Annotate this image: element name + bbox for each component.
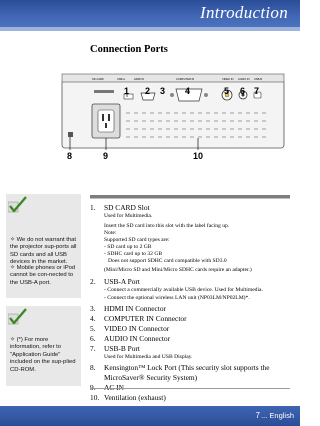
page-footer [0, 406, 300, 426]
port-label-4: VIDEO IN [222, 78, 234, 81]
port-label-1: USB-A [117, 78, 125, 81]
list-item-7 [90, 344, 290, 354]
item-4-title: COMPUTER IN Connector [104, 314, 187, 323]
callout-1: 1 [124, 86, 130, 96]
list-item-6 [90, 334, 290, 344]
ac-pin-left [102, 114, 104, 121]
callout-2: 2 [145, 86, 151, 96]
list-item-1 [90, 203, 290, 213]
callout-5: 5 [224, 86, 230, 96]
port-label-3: COMPUTER IN [176, 78, 195, 81]
callout-6: 6 [240, 86, 246, 96]
note-box-2 [6, 306, 81, 386]
item-1-number: 1. [90, 203, 96, 212]
item-3-title: HDMI IN Connector [104, 304, 166, 313]
item-5-title: VIDEO IN Connector [104, 324, 170, 333]
item-1-sub-1: Used for Multimedia. [104, 213, 153, 219]
note-2-text-1: ✧ (*) For more information, refer to "Application Guide" included on the sup-plied CD-ROM. [10, 337, 76, 373]
item-2-title: USB-A Port [104, 277, 140, 286]
callout-7: 7 [254, 86, 260, 96]
ac-pin-right [108, 114, 110, 121]
section-heading: Connection Ports [90, 44, 168, 55]
item-8-continuation: MicroSaver® Security System) [104, 373, 198, 382]
item-6-title: AUDIO IN Connector [104, 334, 171, 343]
header-stripe [0, 27, 300, 31]
kensington-slot [68, 132, 73, 137]
footer-language: ... English [261, 411, 294, 420]
callout-10: 10 [193, 151, 204, 161]
item-8-number: 8. [90, 363, 96, 372]
item-1-sub-3: Note: [104, 230, 117, 236]
item-4-number: 4. [90, 314, 96, 323]
ac-socket [98, 110, 114, 132]
list-item-3 [90, 304, 290, 314]
vga-screw-right [204, 93, 208, 97]
connection-ports-diagram [0, 60, 300, 180]
item-1-title: SD CARD Slot [104, 203, 150, 212]
item-7-title: USB-B Port [104, 344, 140, 353]
item-10-title: Ventilation (exhaust) [104, 393, 166, 402]
item-2-sub-1: - Connect a commercially available USB device. Used for Multimedia. [104, 287, 263, 293]
item-1-sub-5: - SD card up to 2 GB [104, 244, 152, 250]
note-box-1 [6, 194, 81, 298]
item-1-sub-4: Supported SD card types are: [104, 237, 170, 243]
list-bottom-rule [90, 388, 290, 389]
item-1-sub-2: Insert the SD card into this slot with the label facing up. [104, 223, 230, 229]
list-item-2 [90, 277, 290, 287]
callout-3: 3 [160, 86, 166, 96]
port-label-6: USB-B [254, 78, 262, 81]
list-item-4 [90, 314, 290, 324]
item-3-number: 3. [90, 304, 96, 313]
port-label-5: AUDIO IN [238, 78, 250, 81]
item-1-sub-6: - SDHC card up to 32 GB [104, 251, 163, 257]
list-item-5 [90, 324, 290, 334]
item-7-number: 7. [90, 344, 96, 353]
item-7-sub-1: Used for Multimedia and USB Display. [104, 354, 193, 360]
note-check-icon [8, 308, 27, 325]
item-8-title: Kensington™ Lock Port (This security slot supports the [104, 363, 270, 372]
callout-8: 8 [67, 151, 73, 161]
callout-9: 9 [103, 151, 109, 161]
list-item-10 [90, 393, 290, 403]
page-number: 7 [255, 411, 260, 420]
port-label-0: SD CARD [92, 78, 104, 81]
sd-card-slot [94, 90, 114, 93]
projector-rear-illustration [0, 60, 300, 180]
item-6-number: 6. [90, 334, 96, 343]
item-2-sub-2: - Connect the optional wireless LAN unit (NP03LM/NP02LM)*. [104, 295, 250, 301]
vga-screw-left [170, 93, 174, 97]
note-1-text-2: ✧ Mobile phones or iPod cannot be con-nected to the USB-A port. [10, 265, 76, 286]
note-check-icon [8, 196, 27, 213]
note-1-text-1: ✧ We do not warrant that the projector sup-ports all SD cards and all USB devices in the market. [10, 237, 77, 266]
item-10-number: 10. [90, 393, 100, 402]
item-2-number: 2. [90, 277, 96, 286]
list-top-rule-thin [90, 198, 290, 199]
port-label-2: HDMI IN [134, 78, 144, 81]
item-1-sub-8: (Mini/Micro SD and Mini/Micro SDHC cards require an adapter.) [104, 267, 252, 273]
list-item-8 [90, 363, 290, 373]
callout-4: 4 [185, 86, 191, 96]
page-header [0, 0, 300, 27]
ac-pin-ground [105, 123, 107, 128]
item-1-sub-7: Does not support SDHC card compatible with SD3.0 [108, 258, 227, 264]
item-5-number: 5. [90, 324, 96, 333]
page-header-title: Introduction [200, 3, 288, 22]
